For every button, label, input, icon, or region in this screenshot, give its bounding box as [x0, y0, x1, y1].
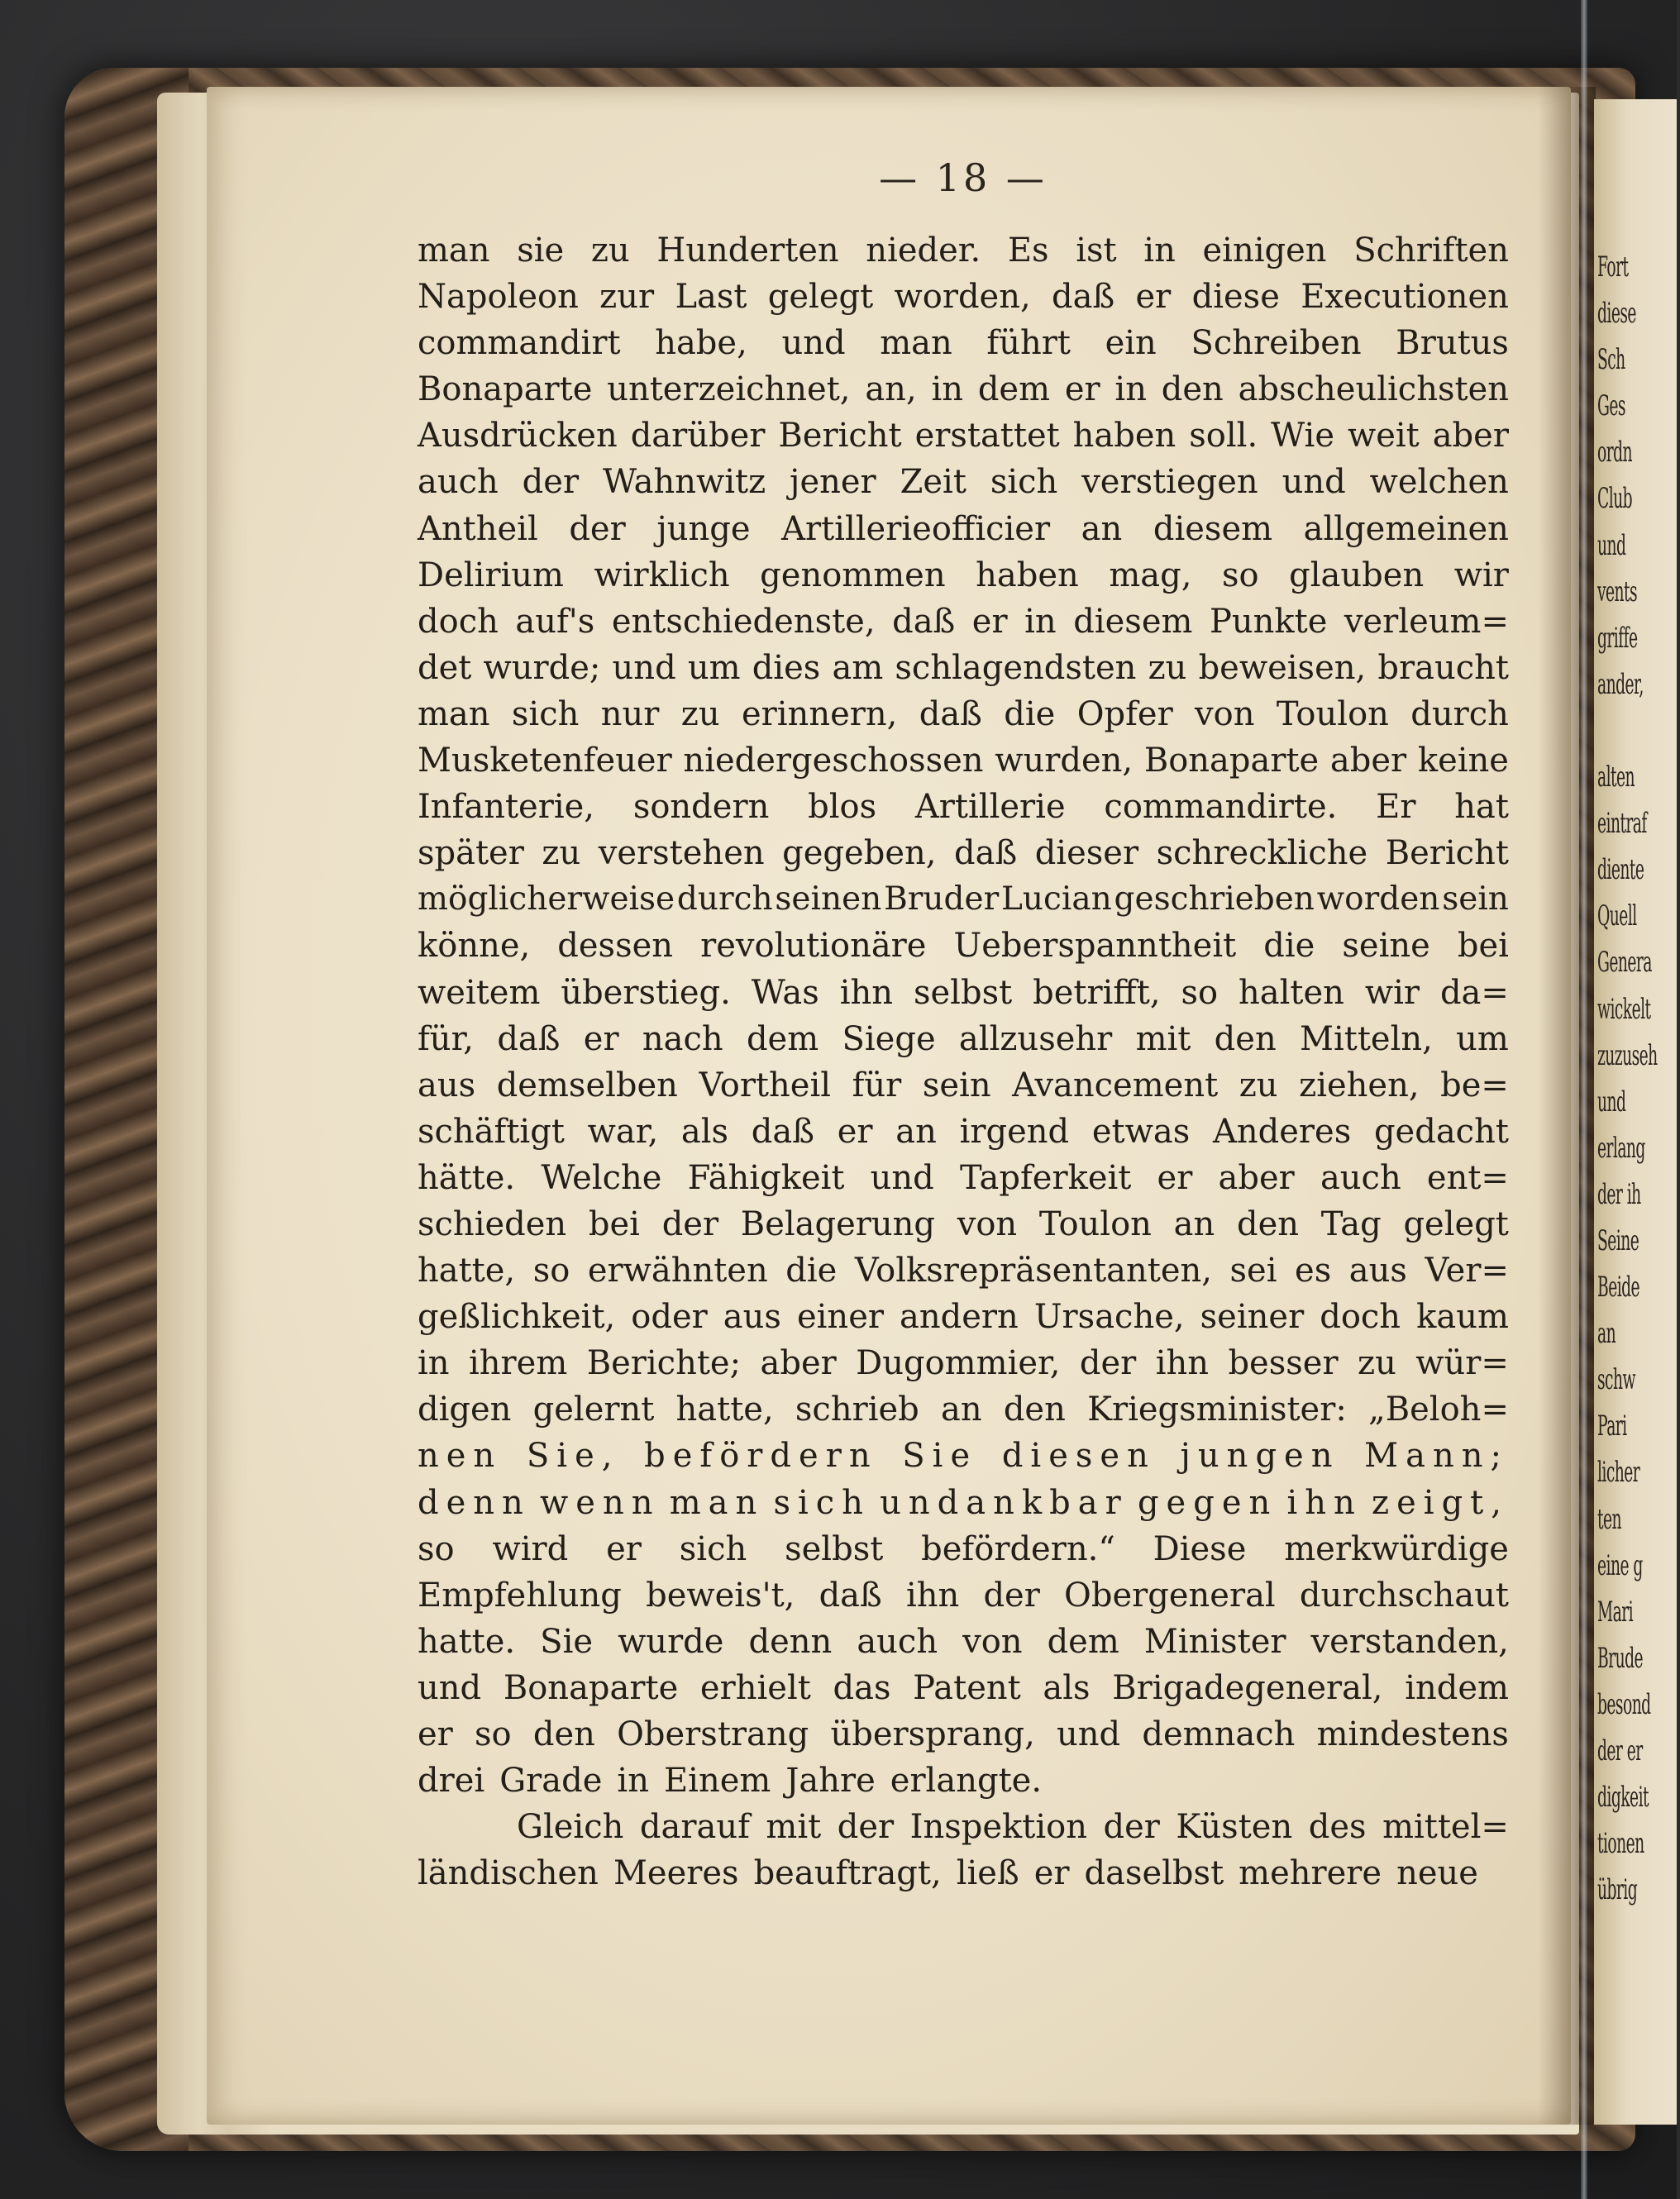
facing-line: griffe [1597, 621, 1638, 655]
text-line: hatte. Sie wurde denn auch von dem Minister verstanden, [418, 1622, 1509, 1661]
text-line: Delirium wirklich genommen haben mag, so glauben wir [418, 556, 1509, 594]
facing-line: wickelt [1597, 992, 1651, 1026]
facing-line: Club [1597, 482, 1633, 516]
facing-line: an [1597, 1317, 1616, 1351]
facing-line: Pari [1597, 1410, 1627, 1443]
facing-line: vents [1597, 575, 1638, 608]
text-line: Napoleon zur Last gelegt worden, daß er diese Executionen [418, 278, 1509, 317]
facing-line: Beide [1597, 1271, 1640, 1305]
facing-line: Fort [1597, 250, 1629, 284]
text-line: er so den Oberstrang übersprang, und demnach mindestens [418, 1715, 1509, 1753]
text-line: auch der Wahnwitz jener Zeit sich verstiegen und welchen [418, 463, 1509, 502]
text-line: möglicherweise durch seinen Bruder Lucian geschrieben worden sein [418, 880, 1509, 918]
facing-line: schw [1597, 1363, 1635, 1397]
facing-line: besond [1597, 1687, 1651, 1721]
body-text [418, 227, 1509, 1896]
text-line: schäftigt war, als daß er an irgend etwas Anderes gedacht [418, 1112, 1509, 1151]
text-line: Ausdrücken darüber Bericht erstattet haben soll. Wie weit aber [418, 417, 1509, 456]
facing-line: ander, [1597, 667, 1644, 701]
text-line: hätte. Welche Fähigkeit und Tapferkeit er aber auch ent= [418, 1158, 1509, 1197]
text-line: schieden bei der Belagerung von Toulon an den Tag gelegt [418, 1204, 1509, 1243]
text-line: ländischen Meeres beauftragt, ließ er daselbst mehrere neue [418, 1854, 1478, 1893]
text-line: doch auf's entschiedenste, daß er in diesem Punkte verleum= [418, 602, 1509, 641]
facing-line: übrig [1597, 1873, 1638, 1907]
facing-line: Quell [1597, 899, 1637, 933]
facing-line: erlang [1597, 1131, 1645, 1165]
facing-line: ten [1597, 1502, 1621, 1536]
text-line: für, daß er nach dem Siege allzusehr mit den Mitteln, um [418, 1019, 1509, 1058]
facing-line: Mari [1597, 1595, 1634, 1629]
facing-line: digkeit [1597, 1781, 1649, 1815]
text-line: man sie zu Hunderten nieder. Es ist in einigen Schriften [418, 231, 1509, 270]
facing-line: eine g [1597, 1548, 1643, 1582]
facing-line: eintraf [1597, 807, 1647, 841]
facing-line: der ih [1597, 1177, 1641, 1211]
text-line: aus demselben Vortheil für sein Avancement zu ziehen, be= [418, 1066, 1509, 1104]
facing-line [1597, 708, 1643, 754]
facing-line: Ges [1597, 389, 1625, 423]
text-line: Bonaparte unterzeichnet, an, in dem er in den abscheulichsten [418, 370, 1509, 409]
text-line: drei Grade in Einem Jahre erlangte. [418, 1762, 1043, 1801]
text-line: man sich nur zu erinnern, daß die Opfer von Toulon durch [418, 694, 1509, 733]
text-line: so wird er sich selbst befördern.“ Diese merkwürdige [418, 1529, 1509, 1568]
facing-line: alten [1597, 761, 1635, 794]
facing-page-text [1597, 244, 1680, 1913]
text-line: digen gelernt hatte, schrieb an den Kriegsminister: „Beloh= [418, 1390, 1509, 1429]
text-line: Musketenfeuer niedergeschossen wurden, Bonaparte aber keine [418, 742, 1509, 780]
facing-line: licher [1597, 1456, 1640, 1490]
text-line: könne, dessen revolutionäre Ueberspanntheit die seine bei [418, 927, 1509, 966]
facing-line: zuzuseh [1597, 1038, 1658, 1072]
text-line: Infanterie, sondern blos Artillerie commandirte. Er hat [418, 788, 1509, 827]
facing-line: tionen [1597, 1827, 1644, 1861]
facing-line: diente [1597, 853, 1644, 887]
facing-line: Brude [1597, 1641, 1644, 1675]
text-line: commandirt habe, und man führt ein Schreiben Brutus [418, 324, 1509, 363]
text-line: und Bonaparte erhielt das Patent als Brigadegeneral, indem [418, 1668, 1509, 1707]
facing-line: ordn [1597, 436, 1633, 470]
text-line: weitem überstieg. Was ihn selbst betrifft, so halten wir da= [418, 973, 1509, 1012]
text-line: später zu verstehen gegeben, daß dieser schreckliche Bericht [418, 834, 1509, 873]
facing-line: Seine [1597, 1224, 1639, 1257]
facing-line: Sch [1597, 343, 1625, 377]
text-line: hatte, so erwähnten die Volksrepräsentanten, sei es aus Ver= [418, 1252, 1509, 1290]
text-line: in ihrem Berichte; aber Dugommier, der ihn besser zu wür= [418, 1344, 1509, 1383]
page-number: — 18 — [879, 155, 1048, 200]
text-line: Gleich darauf mit der Inspektion der Küsten des mittel= [517, 1808, 1509, 1847]
facing-line: Genera [1597, 946, 1652, 980]
text-line: geßlichkeit, oder aus einer andern Ursache, seiner doch kaum [418, 1298, 1509, 1337]
text-line: Empfehlung beweis't, daß ihn der Obergeneral durchschaut [418, 1576, 1509, 1615]
facing-line: der er [1597, 1734, 1643, 1767]
scanner-glass-edge [1581, 0, 1587, 2199]
text-line: denn wenn man sich undankbar gegen ihn zeigt, [418, 1483, 1509, 1522]
text-line: Antheil der junge Artillerieofficier an diesem allgemeinen [418, 509, 1509, 548]
facing-page [1594, 99, 1677, 2125]
facing-line: und [1597, 528, 1626, 562]
facing-line: und [1597, 1085, 1626, 1119]
text-line: det wurde; und um dies am schlagendsten zu beweisen, braucht [418, 648, 1509, 687]
text-line: nen Sie, befördern Sie diesen jungen Mann; [418, 1437, 1509, 1476]
facing-line: diese [1597, 297, 1636, 331]
